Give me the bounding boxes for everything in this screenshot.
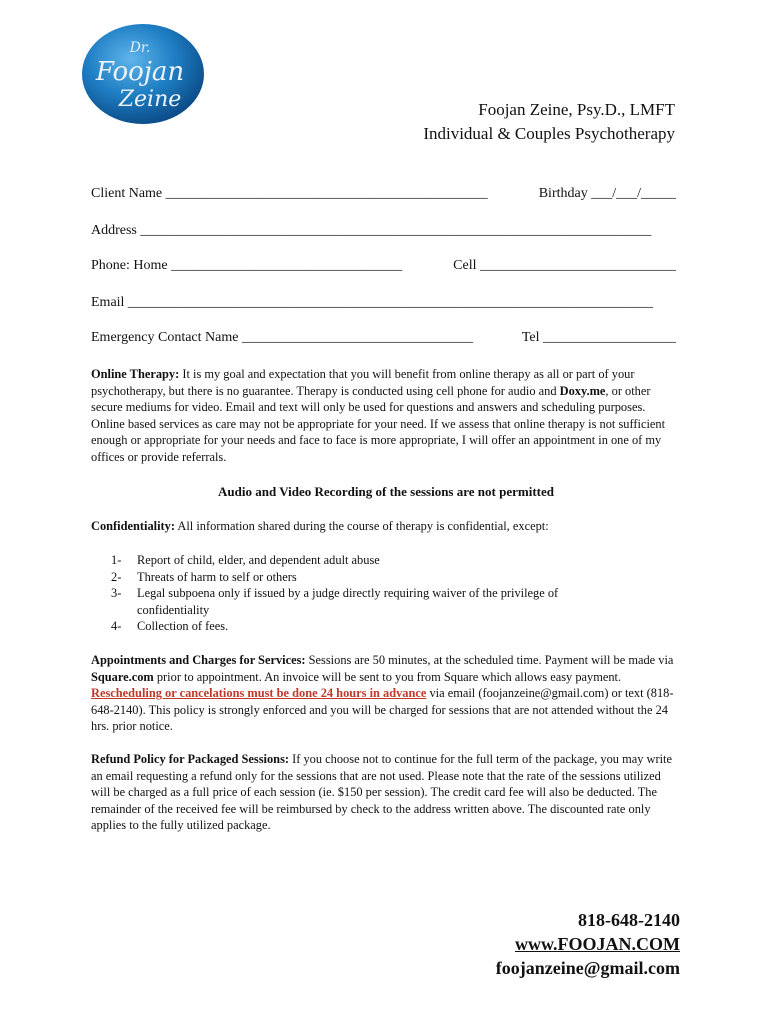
appointments-label: Appointments and Charges for Services: <box>91 653 306 667</box>
list-number: 3- <box>111 586 122 601</box>
phone-row <box>91 258 676 274</box>
list-item <box>111 569 631 586</box>
contact-phone[interactable]: 818-648-2140 <box>578 910 680 930</box>
emergency-contact-field[interactable]: Emergency Contact Name _________________________________ <box>91 330 473 345</box>
confidentiality-text: All information shared during the course of therapy is confidential, except: <box>174 519 549 533</box>
logo <box>80 22 206 126</box>
online-therapy-paragraph <box>91 366 681 466</box>
recording-notice: Audio and Video Recording of the sessions are not permitted <box>218 484 554 499</box>
appointments-text-cont: prior to appointment. An invoice will be sent to you from Square which allows easy payment. <box>153 669 622 684</box>
contact-website[interactable]: www.FOOJAN.COM <box>515 934 680 954</box>
birthday-field[interactable]: Birthday ___/___/_____ <box>538 186 676 201</box>
header <box>423 98 675 146</box>
list-item <box>111 585 631 618</box>
tel-field[interactable]: Tel ___________________ <box>521 330 676 345</box>
doxy-link: Doxy.me <box>559 383 606 398</box>
contact-email[interactable]: foojanzeine@gmail.com <box>495 958 680 978</box>
reschedule-policy: Rescheduling or cancelations must be done 24 hours in advance <box>91 686 427 701</box>
emergency-row <box>91 330 676 346</box>
practice-subtitle: Individual & Couples Psychotherapy <box>423 124 675 143</box>
client-name-field[interactable]: Client Name ______________________________________________ <box>91 186 488 201</box>
logo-text-last: Zeine <box>118 87 182 112</box>
list-number: 4- <box>111 619 122 634</box>
list-item <box>111 552 631 569</box>
logo-text-dr: Dr. <box>129 40 151 56</box>
address-field[interactable]: Address _________________________________________________________________________ <box>91 223 652 238</box>
phone-home-field[interactable]: Phone: Home _________________________________ <box>91 258 403 273</box>
online-therapy-text: It is my goal and expectation that you will benefit from online therapy as all or part of your psychotherapy, but there is no guarantee. Therapy is conducted using cell phone for audio and <box>91 367 635 398</box>
online-therapy-label: Online Therapy: <box>91 367 180 381</box>
square-link: Square.com <box>91 669 154 684</box>
appointments-text: Sessions are 50 minutes, at the scheduled time. Payment will be made via <box>305 653 674 667</box>
refund-label: Refund Policy for Packaged Sessions: <box>91 752 290 766</box>
list-text: Threats of harm to self or others <box>137 569 297 584</box>
refund-paragraph <box>91 751 681 834</box>
contact-block <box>496 908 680 980</box>
list-item <box>111 618 631 635</box>
list-text: Report of child, elder, and dependent adult abuse <box>137 553 380 567</box>
confidentiality-list <box>111 552 631 635</box>
online-therapy-text-cont: , or other secure mediums for video. Email and text will only be used for questions and answers and scheduling purposes. Online based services as care may not be appropriate for your need. If we assess that online therapy is not sufficient enough or appropriate for your needs and face to face is more appropriate, I will offer an appointment in one of my offices or provide referrals. <box>91 383 666 464</box>
logo-text-first: Foojan <box>95 57 185 87</box>
list-number: 2- <box>111 569 122 584</box>
list-text: Collection of fees. <box>137 619 229 634</box>
therapist-name: Foojan Zeine, Psy.D., LMFT <box>478 100 675 119</box>
refund-text: If you choose not to continue for the full term of the package, you may write an email requesting a refund only for the sessions that are not used. Please note that the rate of the sessions utilized will be charged as a full price of each session (ie. $150 per session). The credit card fee will also be deducted. The remainder of the received fee will be reimbursed by check to the address written above. The discounted rate only applies to the fully utilized package. <box>91 752 672 833</box>
email-field[interactable]: Email ___________________________________________________________________________ <box>91 295 653 310</box>
confidentiality-label: Confidentiality: <box>91 519 175 533</box>
confidentiality-paragraph <box>91 518 681 535</box>
list-text: Legal subpoena only if issued by a judge directly requiring waiver of the privilege of confidentiality <box>137 586 559 617</box>
appointments-paragraph <box>91 652 681 735</box>
client-row <box>91 186 676 202</box>
list-number: 1- <box>111 553 122 567</box>
appointments-text-end: via email (foojanzeine@gmail.com) or text (818-648-2140). This policy is strongly enforced and you will be charged for sessions that are not attended without the 24 hrs. prior notice. <box>91 686 674 734</box>
cell-field[interactable]: Cell ____________________________ <box>453 258 676 273</box>
